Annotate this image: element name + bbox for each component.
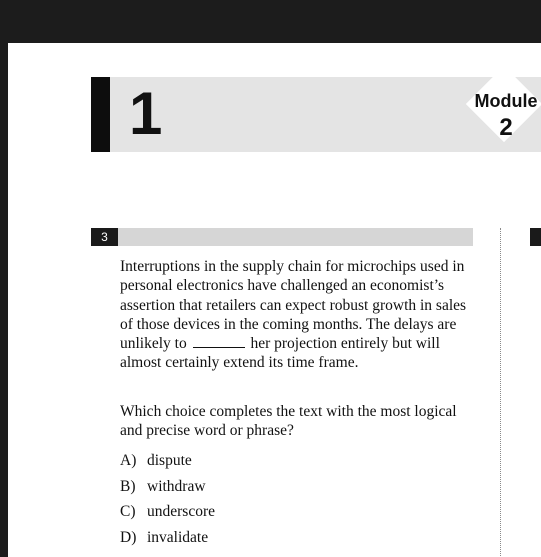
choice-letter: C) <box>120 503 136 520</box>
question-prompt: Which choice completes the text with the most logical and precise word or phrase? <box>120 403 457 440</box>
choice-letter: D) <box>120 528 137 546</box>
section-bar <box>91 77 110 152</box>
choice-a[interactable] <box>120 451 215 477</box>
choice-text: invalidate <box>147 528 209 546</box>
choice-text: withdraw <box>147 477 206 495</box>
answer-choices <box>120 451 215 553</box>
choice-letter: A) <box>120 452 137 469</box>
choice-c[interactable] <box>120 502 215 528</box>
choice-text: dispute <box>147 452 192 469</box>
question-passage <box>120 257 480 373</box>
module-number: 2 <box>499 114 513 141</box>
section-number: 1 <box>129 80 163 147</box>
choice-letter: B) <box>120 477 136 495</box>
test-page <box>8 43 541 557</box>
question-number: 3 <box>91 228 118 246</box>
column-divider <box>500 228 501 557</box>
top-dark-strip <box>0 0 541 30</box>
module-label: Module <box>474 91 538 111</box>
passage-text-after-blank: her projection entirely but will almost certainly extend its time frame. <box>120 335 440 372</box>
passage-text-before-blank: Interruptions in the supply chain for microchips used in personal electronics have challenged an economist’s assertion that retailers can expect robust growth in sales of those devices in the coming months. The delays are unlikely to <box>120 258 467 353</box>
choice-b[interactable] <box>120 477 215 503</box>
choice-d[interactable] <box>120 528 215 554</box>
choice-text: underscore <box>147 503 215 520</box>
next-question-marker <box>530 228 541 246</box>
answer-blank <box>193 334 245 348</box>
question-header-bar <box>91 228 473 246</box>
